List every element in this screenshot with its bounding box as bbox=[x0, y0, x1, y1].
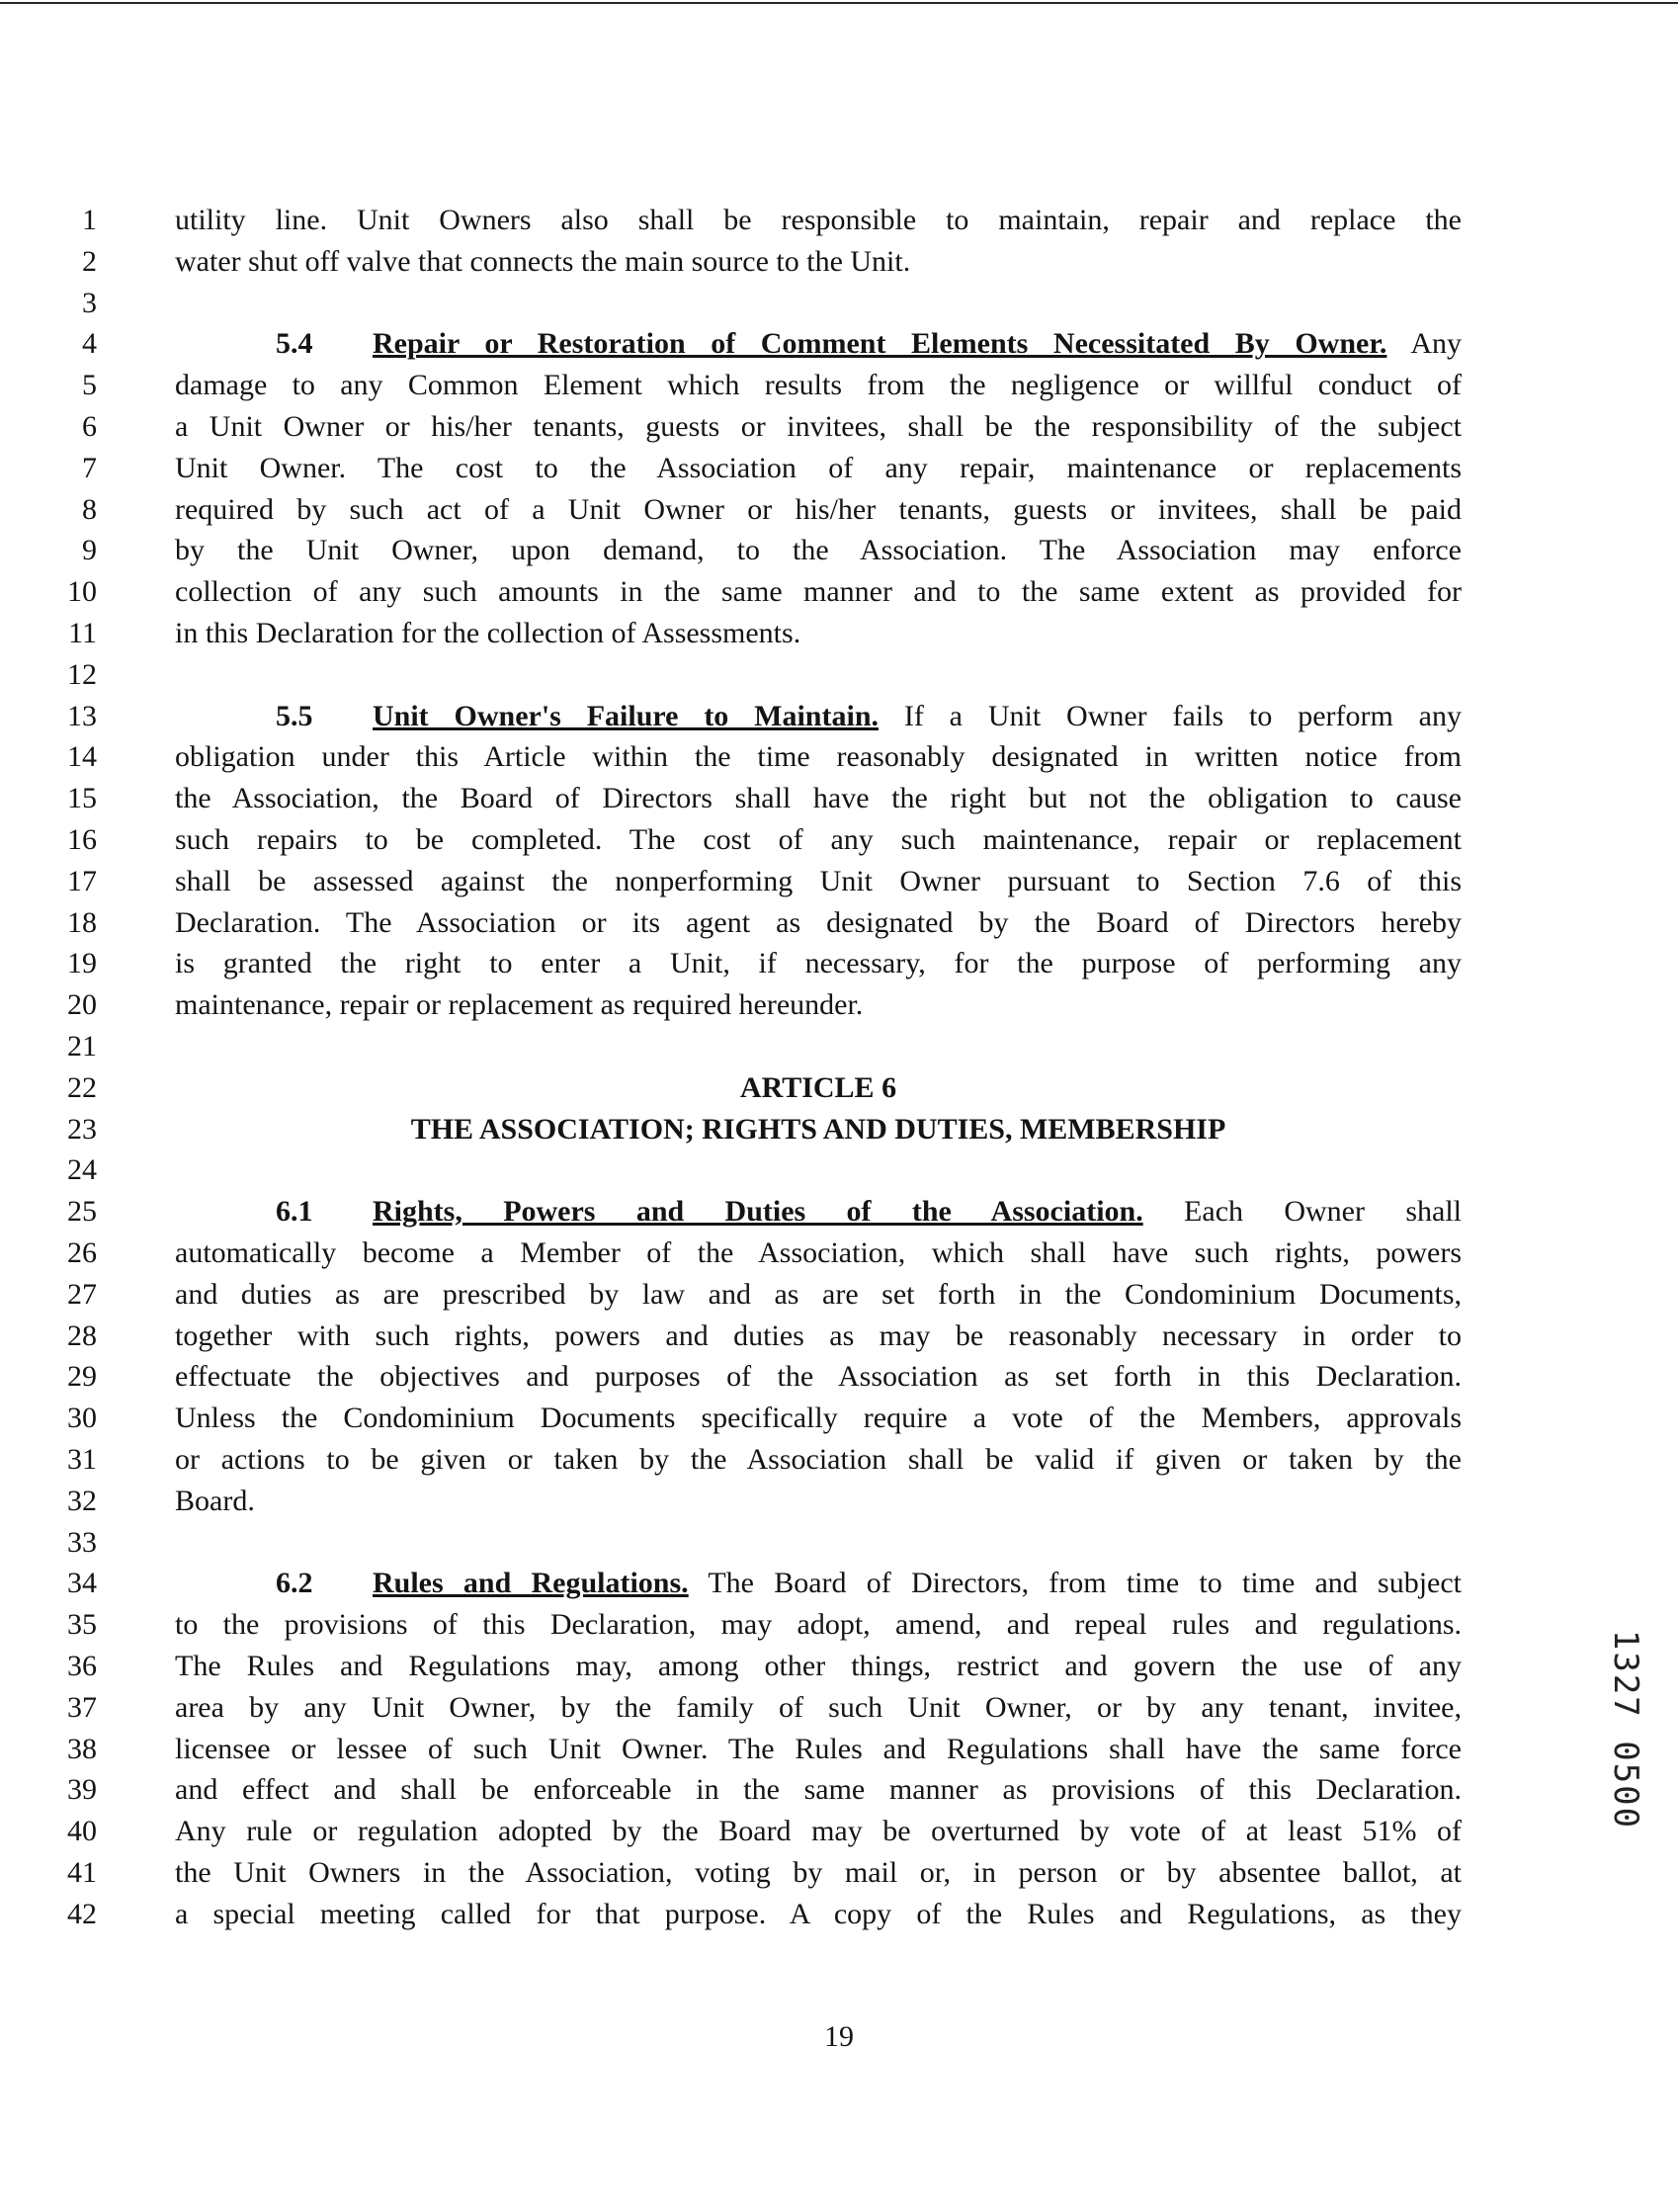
line-number: 13 bbox=[67, 699, 97, 732]
body-text-line: the Unit Owners in the Association, voting by mail or, in person or by absentee ballot, at bbox=[175, 1856, 1462, 1889]
section-text: The Board of Directors, from time to time and subject bbox=[688, 1567, 1462, 1600]
document-line bbox=[0, 984, 1678, 1026]
section-heading-line bbox=[175, 323, 1462, 365]
body-text-line: Unless the Condominium Documents specifically require a vote of the Members, approvals bbox=[175, 1402, 1462, 1435]
line-number: 2 bbox=[82, 244, 97, 278]
document-line bbox=[0, 571, 1678, 613]
document-line bbox=[0, 1398, 1678, 1439]
line-number: 24 bbox=[67, 1153, 97, 1187]
line-number: 10 bbox=[67, 575, 97, 609]
document-line bbox=[0, 1646, 1678, 1687]
line-number: 6 bbox=[82, 410, 97, 443]
line-number: 8 bbox=[82, 492, 97, 526]
line-number: 14 bbox=[67, 740, 97, 774]
document-line bbox=[0, 1894, 1678, 1935]
document-line bbox=[0, 902, 1678, 944]
line-number: 40 bbox=[67, 1815, 97, 1848]
body-text-line: water shut off valve that connects the main source to the Unit. bbox=[175, 244, 911, 278]
section-title: Unit Owner's Failure to Maintain. bbox=[373, 699, 879, 732]
document-line bbox=[0, 654, 1678, 696]
line-number: 17 bbox=[67, 864, 97, 897]
document-line bbox=[0, 1604, 1678, 1646]
line-number: 33 bbox=[67, 1525, 97, 1559]
document-line bbox=[0, 406, 1678, 448]
section-heading-line bbox=[175, 1191, 1462, 1233]
document-line bbox=[0, 1769, 1678, 1811]
line-number: 32 bbox=[67, 1484, 97, 1517]
section-heading-line bbox=[175, 696, 1462, 737]
line-number: 22 bbox=[67, 1070, 97, 1104]
section-text: If a Unit Owner fails to perform any bbox=[879, 699, 1462, 732]
document-line bbox=[0, 1233, 1678, 1274]
line-number: 37 bbox=[67, 1690, 97, 1724]
line-number: 4 bbox=[82, 327, 97, 361]
document-line bbox=[0, 1316, 1678, 1357]
document-line bbox=[0, 1067, 1678, 1109]
body-text-line: Any rule or regulation adopted by the Board may be overturned by vote of at least 51% of bbox=[175, 1815, 1462, 1848]
line-number: 5 bbox=[82, 369, 97, 402]
section-number: 5.4 bbox=[276, 327, 313, 361]
page-number: 19 bbox=[824, 2020, 854, 2053]
document-line bbox=[0, 1274, 1678, 1316]
document-line bbox=[0, 1026, 1678, 1067]
line-number: 31 bbox=[67, 1443, 97, 1476]
document-line bbox=[0, 861, 1678, 902]
body-text-line: together with such rights, powers and duties as may be reasonably necessary in order to bbox=[175, 1319, 1462, 1352]
body-text-line: in this Declaration for the collection of Assessments. bbox=[175, 617, 801, 649]
recording-stamp bbox=[1596, 1591, 1655, 1868]
line-number: 39 bbox=[67, 1773, 97, 1807]
document-line bbox=[0, 736, 1678, 778]
section-title: Repair or Restoration of Comment Elements Necessitated By Owner. bbox=[373, 327, 1387, 361]
document-line bbox=[0, 1191, 1678, 1233]
document-line bbox=[0, 530, 1678, 571]
body-text-line: to the provisions of this Declaration, may adopt, amend, and repeal rules and regulations. bbox=[175, 1608, 1462, 1642]
line-number: 25 bbox=[67, 1195, 97, 1229]
line-number: 23 bbox=[67, 1112, 97, 1146]
body-text-line: collection of any such amounts in the same manner and to the same extent as provided for bbox=[175, 575, 1462, 609]
line-number: 9 bbox=[82, 534, 97, 567]
article-heading: ARTICLE 6 bbox=[739, 1070, 897, 1104]
document-line bbox=[0, 1481, 1678, 1522]
document-line bbox=[0, 241, 1678, 283]
body-text-line: a special meeting called for that purpose. A copy of the Rules and Regulations, as they bbox=[175, 1897, 1462, 1930]
section-text: Each Owner shall bbox=[1142, 1195, 1462, 1229]
document-line bbox=[0, 1563, 1678, 1604]
body-text-line: Unit Owner. The cost to the Association of any repair, maintenance or replacements bbox=[175, 451, 1462, 484]
document-line bbox=[0, 1109, 1678, 1150]
line-number: 26 bbox=[67, 1236, 97, 1269]
line-number: 35 bbox=[67, 1608, 97, 1642]
body-text-line: effectuate the objectives and purposes of the Association as set forth in this Declaration. bbox=[175, 1360, 1462, 1394]
body-text-line: utility line. Unit Owners also shall be responsible to maintain, repair and replace the bbox=[175, 204, 1462, 236]
line-number: 16 bbox=[67, 823, 97, 856]
line-number: 18 bbox=[67, 905, 97, 939]
body-text-line: by the Unit Owner, upon demand, to the Association. The Association may enforce bbox=[175, 534, 1462, 567]
document-line bbox=[0, 1687, 1678, 1729]
body-text-line: a Unit Owner or his/her tenants, guests or invitees, shall be the responsibility of the subject bbox=[175, 410, 1462, 443]
body-text-line: the Association, the Board of Directors shall have the right but not the obligation to cause bbox=[175, 782, 1462, 815]
line-number: 21 bbox=[67, 1030, 97, 1063]
line-number: 34 bbox=[67, 1567, 97, 1600]
line-number: 36 bbox=[67, 1650, 97, 1682]
document-line bbox=[0, 448, 1678, 489]
line-number: 1 bbox=[82, 204, 97, 236]
document-line bbox=[0, 778, 1678, 819]
line-number: 20 bbox=[67, 988, 97, 1022]
document-line bbox=[0, 696, 1678, 737]
section-number: 6.1 bbox=[276, 1195, 313, 1229]
section-heading-line bbox=[175, 1563, 1462, 1604]
document-line bbox=[0, 1852, 1678, 1894]
document-line bbox=[0, 489, 1678, 531]
body-text-line: such repairs to be completed. The cost of any such maintenance, repair or replacement bbox=[175, 823, 1462, 856]
document-line bbox=[0, 323, 1678, 365]
body-text-line: area by any Unit Owner, by the family of such Unit Owner, or by any tenant, invitee, bbox=[175, 1690, 1462, 1724]
section-number: 6.2 bbox=[276, 1567, 313, 1600]
line-number: 27 bbox=[67, 1277, 97, 1311]
document-line bbox=[0, 1811, 1678, 1852]
line-number: 30 bbox=[67, 1402, 97, 1435]
document-line bbox=[0, 613, 1678, 654]
document-line bbox=[0, 283, 1678, 324]
section-title: Rules and Regulations. bbox=[373, 1567, 689, 1600]
body-text-line: and effect and shall be enforceable in the same manner as provisions of this Declaration. bbox=[175, 1773, 1462, 1807]
line-number: 15 bbox=[67, 782, 97, 815]
line-number: 11 bbox=[68, 617, 97, 649]
document-line bbox=[0, 365, 1678, 406]
article-heading: THE ASSOCIATION; RIGHTS AND DUTIES, MEMBERSHIP bbox=[410, 1112, 1226, 1146]
body-text-line: and duties as are prescribed by law and as are set forth in the Condominium Documents, bbox=[175, 1277, 1462, 1311]
line-number: 41 bbox=[67, 1856, 97, 1889]
body-text-line: is granted the right to enter a Unit, if necessary, for the purpose of performing any bbox=[175, 947, 1462, 980]
line-number: 38 bbox=[67, 1732, 97, 1765]
section-text: Any bbox=[1386, 327, 1462, 361]
body-text-line: or actions to be given or taken by the Association shall be valid if given or taken by the bbox=[175, 1443, 1462, 1476]
line-number: 7 bbox=[82, 451, 97, 484]
body-text-line: damage to any Common Element which results from the negligence or willful conduct of bbox=[175, 369, 1462, 402]
body-text-line: obligation under this Article within the time reasonably designated in written notice from bbox=[175, 740, 1462, 774]
body-text-line: licensee or lessee of such Unit Owner. The Rules and Regulations shall have the same force bbox=[175, 1732, 1462, 1765]
line-number: 3 bbox=[82, 286, 97, 319]
document-line bbox=[0, 1439, 1678, 1481]
recording-stamp-text: 1327 0500 bbox=[1606, 1629, 1645, 1830]
line-number: 19 bbox=[67, 947, 97, 980]
document-line bbox=[0, 200, 1678, 241]
body-text-line: automatically become a Member of the Association, which shall have such rights, powers bbox=[175, 1236, 1462, 1269]
document-line bbox=[0, 1729, 1678, 1770]
document-line bbox=[0, 1149, 1678, 1191]
line-number: 12 bbox=[67, 657, 97, 691]
body-text-line: maintenance, repair or replacement as required hereunder. bbox=[175, 988, 864, 1022]
line-number: 28 bbox=[67, 1319, 97, 1352]
body-text-line: Board. bbox=[175, 1484, 255, 1517]
section-title: Rights, Powers and Duties of the Association. bbox=[373, 1195, 1143, 1229]
line-number: 42 bbox=[67, 1897, 97, 1930]
document-line bbox=[0, 819, 1678, 861]
line-number: 29 bbox=[67, 1360, 97, 1394]
document-line bbox=[0, 943, 1678, 984]
document-line bbox=[0, 1356, 1678, 1398]
body-text-line: shall be assessed against the nonperforming Unit Owner pursuant to Section 7.6 of this bbox=[175, 864, 1462, 897]
body-text-line: required by such act of a Unit Owner or his/her tenants, guests or invitees, shall be paid bbox=[175, 492, 1462, 526]
body-text-line: The Rules and Regulations may, among other things, restrict and govern the use of any bbox=[175, 1650, 1462, 1682]
document-line bbox=[0, 1522, 1678, 1564]
section-number: 5.5 bbox=[276, 699, 313, 732]
body-text-line: Declaration. The Association or its agent as designated by the Board of Directors hereby bbox=[175, 905, 1462, 939]
